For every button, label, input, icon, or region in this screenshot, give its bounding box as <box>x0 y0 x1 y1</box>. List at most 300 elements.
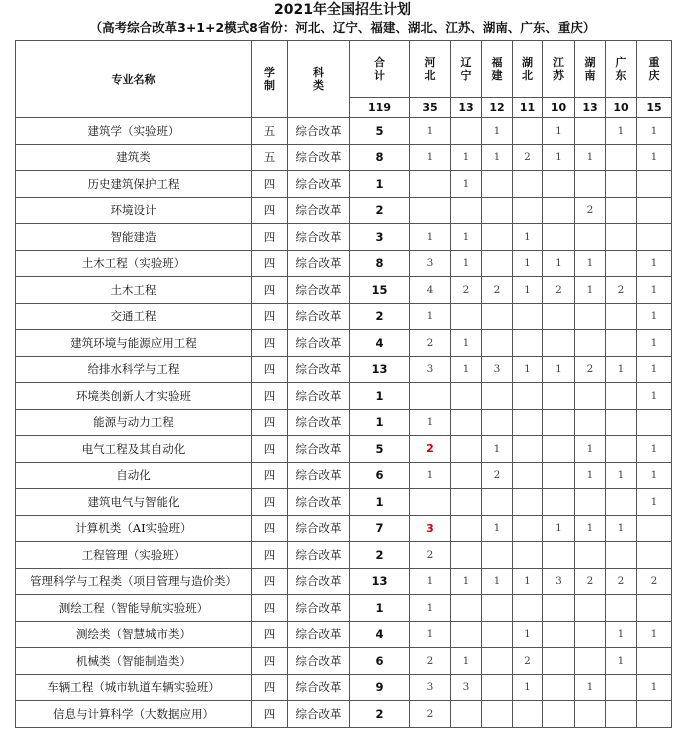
subject-type: 综合改革 <box>288 383 350 410</box>
header-province: 湖 南 <box>575 41 606 98</box>
province-quota <box>637 409 672 436</box>
province-quota: 1 <box>575 436 606 463</box>
study-years: 四 <box>252 436 288 463</box>
province-quota: 1 <box>606 621 637 648</box>
province-quota: 2 <box>410 648 451 675</box>
province-quota <box>575 621 606 648</box>
province-quota <box>637 595 672 622</box>
province-quota <box>410 171 451 198</box>
province-quota: 1 <box>410 409 451 436</box>
province-total: 10 <box>543 98 575 118</box>
table-row <box>16 648 672 675</box>
province-quota: 1 <box>606 462 637 489</box>
grand-total: 119 <box>350 98 410 118</box>
province-quota: 2 <box>410 330 451 357</box>
row-total: 8 <box>350 144 410 171</box>
subject-type: 综合改革 <box>288 542 350 569</box>
table-row <box>16 118 672 145</box>
province-quota <box>451 409 482 436</box>
province-quota: 1 <box>637 144 672 171</box>
province-quota: 1 <box>451 224 482 251</box>
study-years: 四 <box>252 224 288 251</box>
province-quota: 2 <box>575 197 606 224</box>
table-row <box>16 515 672 542</box>
table-row <box>16 250 672 277</box>
subject-type: 综合改革 <box>288 674 350 701</box>
province-quota <box>606 489 637 516</box>
row-total: 4 <box>350 330 410 357</box>
major-name: 电气工程及其自动化 <box>16 436 252 463</box>
province-quota <box>482 621 513 648</box>
province-quota <box>606 542 637 569</box>
province-total: 11 <box>513 98 543 118</box>
study-years: 五 <box>252 118 288 145</box>
province-quota <box>451 542 482 569</box>
province-quota: 1 <box>451 568 482 595</box>
province-quota <box>575 330 606 357</box>
major-name: 给排水科学与工程 <box>16 356 252 383</box>
province-quota <box>606 197 637 224</box>
province-quota: 1 <box>410 568 451 595</box>
province-quota <box>451 595 482 622</box>
province-quota <box>575 224 606 251</box>
study-years: 四 <box>252 171 288 198</box>
province-quota <box>575 303 606 330</box>
province-quota <box>482 542 513 569</box>
province-quota: 3 <box>482 356 513 383</box>
province-quota: 1 <box>410 595 451 622</box>
province-quota: 1 <box>451 144 482 171</box>
province-quota: 1 <box>637 462 672 489</box>
subject-type: 综合改革 <box>288 144 350 171</box>
province-quota: 3 <box>410 674 451 701</box>
row-total: 2 <box>350 303 410 330</box>
province-quota: 1 <box>482 515 513 542</box>
province-quota: 1 <box>637 674 672 701</box>
province-quota: 1 <box>482 118 513 145</box>
subject-type: 综合改革 <box>288 462 350 489</box>
province-quota: 3 <box>543 568 575 595</box>
province-quota <box>575 489 606 516</box>
table-row <box>16 436 672 463</box>
province-quota: 1 <box>606 648 637 675</box>
province-quota: 1 <box>410 621 451 648</box>
province-quota: 1 <box>637 118 672 145</box>
province-quota: 1 <box>451 250 482 277</box>
province-quota <box>513 303 543 330</box>
province-quota <box>513 462 543 489</box>
study-years: 四 <box>252 330 288 357</box>
province-quota <box>451 515 482 542</box>
province-quota <box>543 489 575 516</box>
province-quota <box>482 489 513 516</box>
province-quota <box>410 197 451 224</box>
province-quota <box>575 383 606 410</box>
province-quota: 1 <box>637 356 672 383</box>
table-row <box>16 462 672 489</box>
province-quota: 2 <box>513 144 543 171</box>
province-total: 13 <box>451 98 482 118</box>
study-years: 四 <box>252 621 288 648</box>
province-quota: 1 <box>410 144 451 171</box>
province-quota: 1 <box>606 356 637 383</box>
province-quota: 1 <box>575 462 606 489</box>
province-quota <box>575 701 606 728</box>
province-quota <box>482 197 513 224</box>
province-quota <box>482 303 513 330</box>
row-total: 1 <box>350 595 410 622</box>
subject-type: 综合改革 <box>288 356 350 383</box>
province-quota: 1 <box>637 621 672 648</box>
province-quota <box>637 542 672 569</box>
study-years: 四 <box>252 356 288 383</box>
province-quota: 2 <box>606 568 637 595</box>
province-quota <box>606 224 637 251</box>
header-province: 江 苏 <box>543 41 575 98</box>
table-row <box>16 489 672 516</box>
study-years: 四 <box>252 701 288 728</box>
province-quota: 1 <box>451 648 482 675</box>
province-quota <box>451 303 482 330</box>
major-name: 机械类（智能制造类） <box>16 648 252 675</box>
province-quota <box>513 197 543 224</box>
province-quota <box>543 303 575 330</box>
row-total: 2 <box>350 197 410 224</box>
study-years: 四 <box>252 462 288 489</box>
major-name: 建筑环境与能源应用工程 <box>16 330 252 357</box>
province-quota <box>513 436 543 463</box>
major-name: 车辆工程（城市轨道车辆实验班） <box>16 674 252 701</box>
major-name: 能源与动力工程 <box>16 409 252 436</box>
province-quota <box>606 595 637 622</box>
province-quota: 1 <box>637 489 672 516</box>
province-quota: 1 <box>606 118 637 145</box>
table-row <box>16 568 672 595</box>
province-quota <box>451 118 482 145</box>
province-quota <box>606 436 637 463</box>
study-years: 四 <box>252 542 288 569</box>
province-quota: 2 <box>575 568 606 595</box>
table-row <box>16 330 672 357</box>
province-quota <box>543 197 575 224</box>
row-total: 2 <box>350 701 410 728</box>
row-total: 9 <box>350 674 410 701</box>
province-quota: 1 <box>606 515 637 542</box>
subject-type: 综合改革 <box>288 409 350 436</box>
table-row <box>16 621 672 648</box>
province-quota <box>575 118 606 145</box>
province-quota <box>606 409 637 436</box>
study-years: 四 <box>252 515 288 542</box>
study-years: 四 <box>252 197 288 224</box>
province-quota: 1 <box>543 515 575 542</box>
province-quota <box>637 701 672 728</box>
province-quota: 1 <box>513 356 543 383</box>
province-quota <box>543 330 575 357</box>
table-row <box>16 356 672 383</box>
province-quota <box>606 383 637 410</box>
province-quota: 1 <box>637 277 672 304</box>
table-row <box>16 303 672 330</box>
province-quota <box>513 383 543 410</box>
row-total: 2 <box>350 542 410 569</box>
province-quota <box>606 330 637 357</box>
province-quota: 1 <box>482 568 513 595</box>
row-total: 3 <box>350 224 410 251</box>
province-quota: 2 <box>513 648 543 675</box>
major-name: 计算机类（AI实验班） <box>16 515 252 542</box>
table-row <box>16 674 672 701</box>
province-quota: 4 <box>410 277 451 304</box>
province-quota <box>482 330 513 357</box>
row-total: 5 <box>350 118 410 145</box>
province-quota: 1 <box>410 462 451 489</box>
province-quota: 2 <box>410 701 451 728</box>
table-row <box>16 224 672 251</box>
header-province: 福 建 <box>482 41 513 98</box>
province-quota: 2 <box>451 277 482 304</box>
province-quota <box>606 701 637 728</box>
province-quota: 1 <box>513 277 543 304</box>
province-quota <box>543 701 575 728</box>
province-quota <box>482 701 513 728</box>
major-name: 自动化 <box>16 462 252 489</box>
table-row <box>16 277 672 304</box>
province-quota: 2 <box>637 568 672 595</box>
table-row <box>16 701 672 728</box>
subject-type: 综合改革 <box>288 489 350 516</box>
row-total: 1 <box>350 409 410 436</box>
study-years: 四 <box>252 489 288 516</box>
province-quota: 1 <box>410 303 451 330</box>
subject-type: 综合改革 <box>288 595 350 622</box>
province-quota: 2 <box>410 542 451 569</box>
province-quota: 1 <box>513 224 543 251</box>
province-quota: 1 <box>575 250 606 277</box>
province-quota: 2 <box>543 277 575 304</box>
table-body <box>16 118 672 728</box>
province-quota: 3 <box>410 515 451 542</box>
province-quota <box>513 330 543 357</box>
province-quota <box>482 409 513 436</box>
enrollment-plan-table <box>15 40 672 728</box>
province-quota <box>606 250 637 277</box>
province-quota: 2 <box>575 356 606 383</box>
subject-type: 综合改革 <box>288 648 350 675</box>
province-quota <box>482 595 513 622</box>
province-total: 35 <box>410 98 451 118</box>
row-total: 1 <box>350 383 410 410</box>
province-quota: 1 <box>410 224 451 251</box>
row-total: 13 <box>350 568 410 595</box>
subject-type: 综合改革 <box>288 171 350 198</box>
study-years: 四 <box>252 383 288 410</box>
page-subtitle: （高考综合改革3+1+2模式8省份：河北、辽宁、福建、湖北、江苏、湖南、广东、重庆） <box>89 20 596 35</box>
study-years: 五 <box>252 144 288 171</box>
province-total: 10 <box>606 98 637 118</box>
major-name: 环境类创新人才实验班 <box>16 383 252 410</box>
major-name: 建筑学（实验班） <box>16 118 252 145</box>
province-quota <box>606 303 637 330</box>
province-quota <box>575 595 606 622</box>
province-quota: 1 <box>575 144 606 171</box>
province-total: 12 <box>482 98 513 118</box>
major-name: 工程管理（实验班） <box>16 542 252 569</box>
province-quota: 1 <box>637 303 672 330</box>
header-row <box>16 41 672 98</box>
subject-type: 综合改革 <box>288 436 350 463</box>
study-years: 四 <box>252 250 288 277</box>
row-total: 7 <box>350 515 410 542</box>
province-quota <box>543 621 575 648</box>
province-quota: 1 <box>637 330 672 357</box>
province-quota: 1 <box>637 383 672 410</box>
province-quota: 1 <box>543 250 575 277</box>
study-years: 四 <box>252 409 288 436</box>
province-quota <box>543 674 575 701</box>
subject-type: 综合改革 <box>288 330 350 357</box>
province-quota <box>575 409 606 436</box>
province-quota <box>543 409 575 436</box>
study-years: 四 <box>252 568 288 595</box>
province-quota <box>451 436 482 463</box>
province-quota: 1 <box>451 171 482 198</box>
row-total: 1 <box>350 489 410 516</box>
province-quota: 1 <box>575 277 606 304</box>
province-quota: 1 <box>513 568 543 595</box>
header-subject: 科 类 <box>288 41 350 118</box>
major-name: 交通工程 <box>16 303 252 330</box>
province-quota <box>606 144 637 171</box>
study-years: 四 <box>252 595 288 622</box>
row-total: 5 <box>350 436 410 463</box>
subject-type: 综合改革 <box>288 701 350 728</box>
province-quota: 3 <box>451 674 482 701</box>
major-name: 环境设计 <box>16 197 252 224</box>
table-row <box>16 383 672 410</box>
province-quota <box>637 197 672 224</box>
province-quota <box>482 224 513 251</box>
province-quota <box>575 542 606 569</box>
study-years: 四 <box>252 674 288 701</box>
province-quota <box>543 648 575 675</box>
province-quota <box>513 171 543 198</box>
subject-type: 综合改革 <box>288 568 350 595</box>
province-quota <box>543 462 575 489</box>
header-major: 专业名称 <box>16 41 252 118</box>
province-quota: 1 <box>451 356 482 383</box>
province-quota: 1 <box>543 144 575 171</box>
table-row <box>16 409 672 436</box>
province-quota: 1 <box>410 118 451 145</box>
study-years: 四 <box>252 277 288 304</box>
province-quota <box>543 383 575 410</box>
province-quota: 1 <box>482 144 513 171</box>
province-quota: 1 <box>451 330 482 357</box>
major-name: 土木工程 <box>16 277 252 304</box>
province-quota <box>543 224 575 251</box>
row-total: 1 <box>350 171 410 198</box>
province-quota <box>482 648 513 675</box>
province-quota <box>513 542 543 569</box>
row-total: 4 <box>350 621 410 648</box>
province-quota: 2 <box>410 436 451 463</box>
province-quota <box>543 436 575 463</box>
major-name: 智能建造 <box>16 224 252 251</box>
subject-type: 综合改革 <box>288 515 350 542</box>
row-total: 8 <box>350 250 410 277</box>
province-quota <box>637 224 672 251</box>
province-quota <box>482 171 513 198</box>
province-quota <box>451 462 482 489</box>
province-quota: 3 <box>410 356 451 383</box>
province-quota <box>410 383 451 410</box>
province-quota: 3 <box>410 250 451 277</box>
subject-type: 综合改革 <box>288 250 350 277</box>
province-quota <box>575 171 606 198</box>
province-quota <box>543 171 575 198</box>
table-row <box>16 595 672 622</box>
major-name: 管理科学与工程类（项目管理与造价类） <box>16 568 252 595</box>
major-name: 建筑电气与智能化 <box>16 489 252 516</box>
province-quota: 1 <box>513 621 543 648</box>
subject-type: 综合改革 <box>288 303 350 330</box>
province-quota: 2 <box>606 277 637 304</box>
province-quota <box>637 171 672 198</box>
header-province: 辽 宁 <box>451 41 482 98</box>
table-row <box>16 171 672 198</box>
page-title: 2021年全国招生计划 <box>274 2 411 18</box>
province-quota: 2 <box>482 462 513 489</box>
major-name: 测绘工程（智能导航实验班） <box>16 595 252 622</box>
province-quota: 1 <box>543 356 575 383</box>
province-quota <box>513 409 543 436</box>
province-quota <box>513 595 543 622</box>
header-years: 学 制 <box>252 41 288 118</box>
major-name: 历史建筑保护工程 <box>16 171 252 198</box>
province-quota <box>637 515 672 542</box>
province-total: 13 <box>575 98 606 118</box>
subject-type: 综合改革 <box>288 197 350 224</box>
province-quota <box>513 515 543 542</box>
subject-type: 综合改革 <box>288 118 350 145</box>
row-total: 6 <box>350 648 410 675</box>
province-quota <box>543 595 575 622</box>
province-quota <box>513 701 543 728</box>
study-years: 四 <box>252 648 288 675</box>
header-province: 河 北 <box>410 41 451 98</box>
table-row <box>16 542 672 569</box>
major-name: 建筑类 <box>16 144 252 171</box>
province-quota: 1 <box>482 436 513 463</box>
province-quota <box>451 621 482 648</box>
province-quota <box>575 648 606 675</box>
subject-type: 综合改革 <box>288 224 350 251</box>
subject-type: 综合改革 <box>288 621 350 648</box>
province-quota <box>543 542 575 569</box>
province-quota: 1 <box>575 674 606 701</box>
major-name: 测绘类（智慧城市类） <box>16 621 252 648</box>
province-quota: 1 <box>637 436 672 463</box>
province-quota <box>482 674 513 701</box>
province-quota <box>606 171 637 198</box>
province-quota: 1 <box>543 118 575 145</box>
row-total: 15 <box>350 277 410 304</box>
table-row <box>16 197 672 224</box>
province-quota <box>410 489 451 516</box>
province-quota: 1 <box>575 515 606 542</box>
major-name: 土木工程（实验班） <box>16 250 252 277</box>
